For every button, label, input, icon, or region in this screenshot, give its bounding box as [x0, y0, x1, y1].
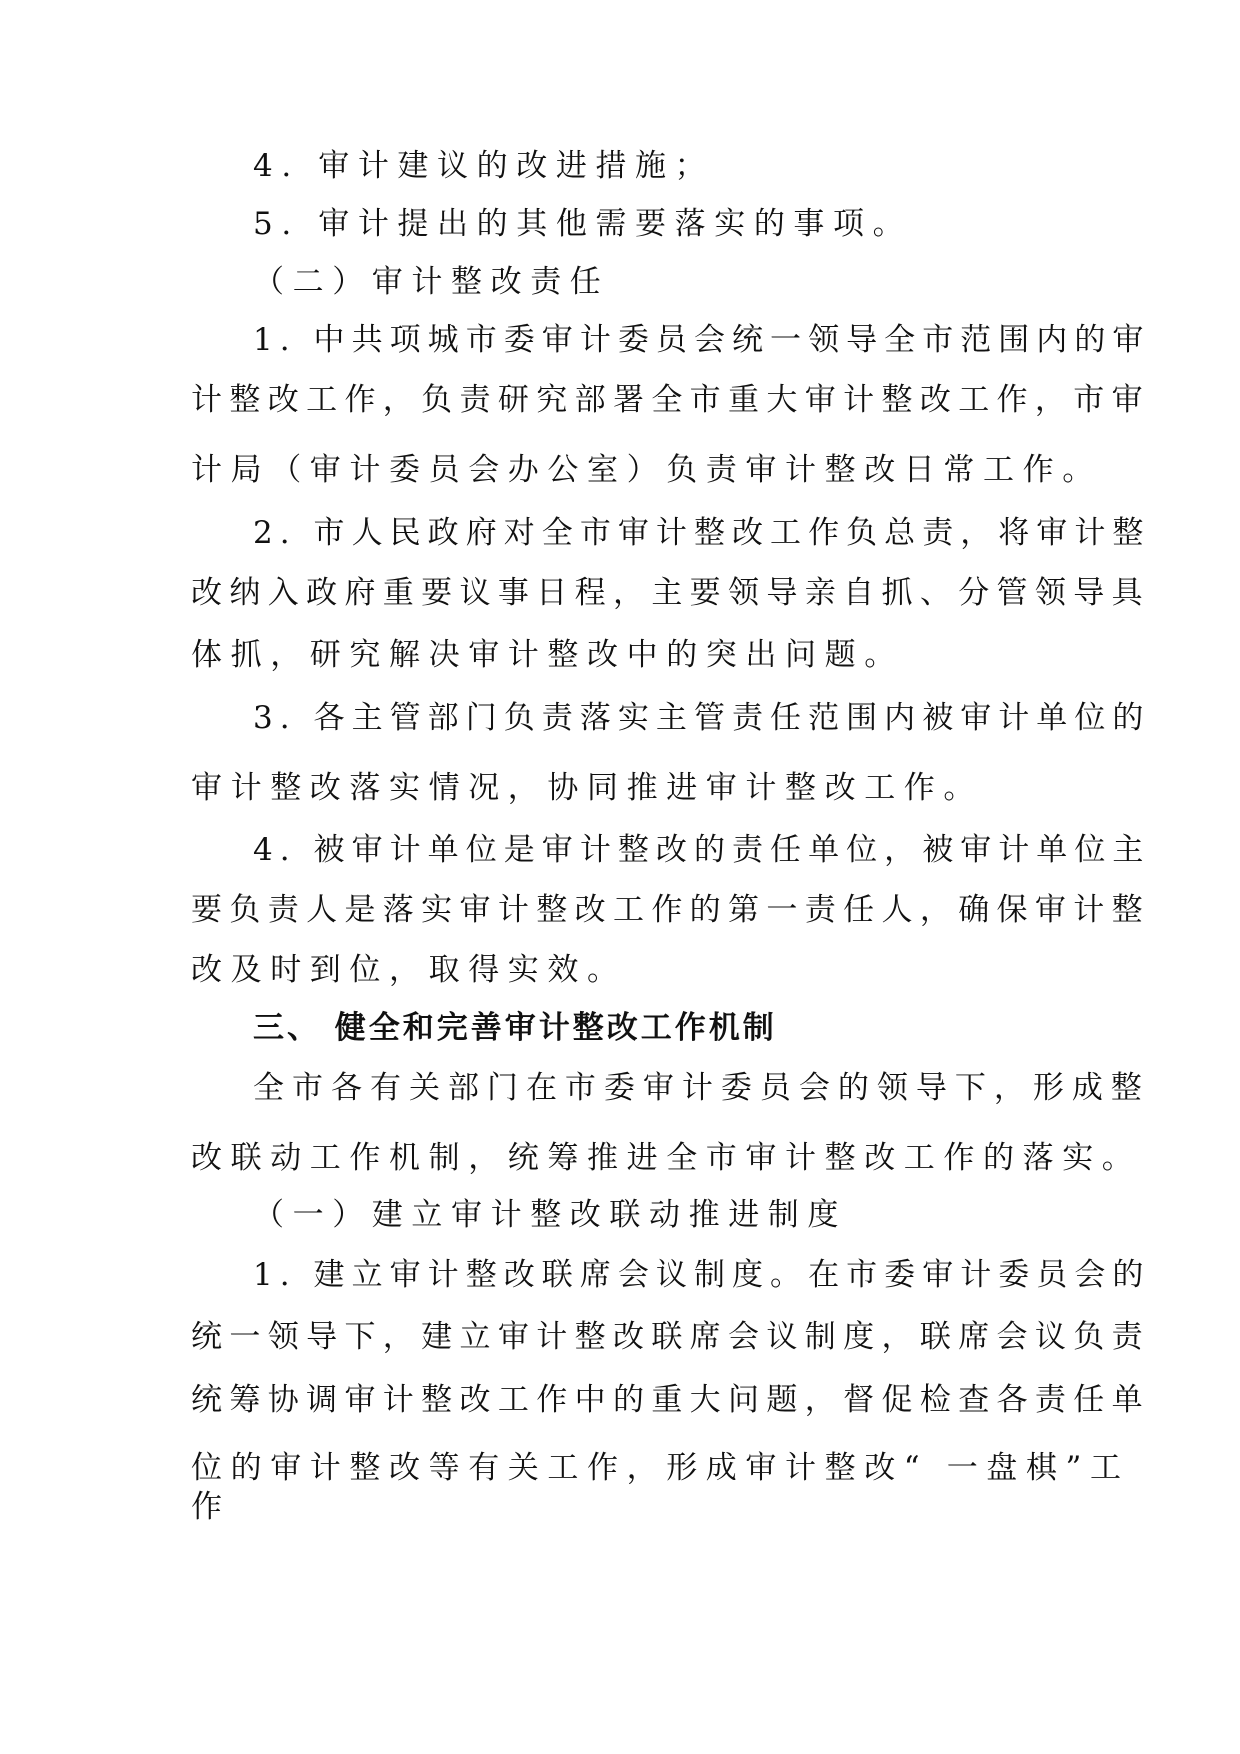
paragraph-6-line-3: 统筹协调审计整改工作中的重大问题，督促检查各责任单: [191, 1382, 1150, 1418]
paragraph-6-line-2: 统一领导下，建立审计整改联席会议制度，联席会议负责: [191, 1319, 1150, 1355]
paragraph-1-line-2: 计整改工作，负责研究部署全市重大审计整改工作，市审: [191, 382, 1150, 418]
paragraph-5-line-1: 全市各有关部门在市委审计委员会的领导下，形成整: [253, 1070, 1150, 1106]
paragraph-5-line-2: 改联动工作机制，统筹推进全市审计整改工作的落实。: [191, 1140, 1142, 1176]
paragraph-2-line-1: 2. 市人民政府对全市审计整改工作负总责，将审计整: [253, 515, 1151, 551]
paragraph-6-line-5: 作: [191, 1489, 231, 1525]
paragraph-4-line-3: 改及时到位，取得实效。: [191, 952, 627, 988]
paragraph-6-line-1: 1. 建立审计整改联席会议制度。在市委审计委员会的: [253, 1257, 1151, 1293]
paragraph-3-line-1: 3. 各主管部门负责落实主管责任范围内被审计单位的: [253, 700, 1151, 736]
section-heading-audit-rectification-responsibility: （二）审计整改责任: [253, 264, 610, 300]
paragraph-2-line-3: 体抓，研究解决审计整改中的突出问题。: [191, 637, 904, 673]
section-heading-three: 三、 健全和完善审计整改工作机制: [253, 1010, 777, 1046]
paragraph-2-line-2: 改纳入政府重要议事日程，主要领导亲自抓、分管领导具: [191, 575, 1150, 611]
paragraph-4-line-2: 要负责人是落实审计整改工作的第一责任人，确保审计整: [191, 892, 1150, 928]
paragraph-6-line-4: 位的审计整改等有关工作，形成审计整改“ 一盘棋”工: [191, 1450, 1130, 1486]
list-item-4-improvement-measures: 4. 审计建议的改进措施；: [253, 148, 715, 184]
paragraph-4-line-1: 4. 被审计单位是审计整改的责任单位，被审计单位主: [253, 832, 1151, 868]
list-item-5-other-matters: 5. 审计提出的其他需要落实的事项。: [253, 206, 913, 242]
subsection-heading-linkage-system: （一）建立审计整改联动推进制度: [253, 1197, 847, 1233]
paragraph-1-line-3: 计局（审计委员会办公室）负责审计整改日常工作。: [191, 452, 1102, 488]
paragraph-1-line-1: 1. 中共项城市委审计委员会统一领导全市范围内的审: [253, 322, 1151, 358]
paragraph-3-line-2: 审计整改落实情况，协同推进审计整改工作。: [191, 770, 983, 806]
